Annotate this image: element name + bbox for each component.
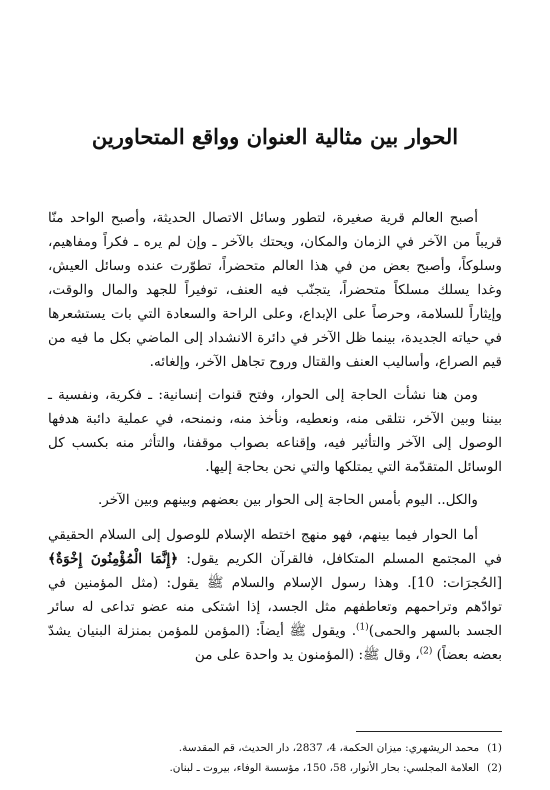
paragraph-3: والكل.. اليوم بأمس الحاجة إلى الحوار بين بعضهم وبينهم وبين الآخر.: [97, 492, 478, 508]
footnote-2: [48, 758, 502, 778]
paragraph-4-part-d: ، وقال ﷺ: (المؤمنون يد واحدة على من: [194, 647, 420, 663]
paragraph-2: ومن هنا نشأت الحاجة إلى الحوار، وفتح قنوات إنسانية: ـ فكرية، ونفسية ـ بيننا وبين الآخر، نتلقى منه، ونعطيه، ونأخذ منه، ونمنحه، في عملية دائبة هدفها الوصول إلى الآخر والتأثير فيه، وإقناعه بصواب موقفنا، والتأثر منه بكسب كل الوسائل المتقدّمة التي يمتلكها والتي نحن بحاجة إليها.: [48, 387, 502, 475]
quran-quote: ﴿إِنَّمَا الْمُؤْمِنُونَ إِخْوَةٌ﴾: [48, 551, 179, 567]
paragraph-4-part-b: [الحُجرَات: 10]. وهذا رسول الإسلام والسلام ﷺ يقول: (مثل المؤمنين في توادّهم وتراحمهم وتعاطفهم مثل الجسد، إذا اشتكى منه عضو تداعى له سائر الجسد بالسهر والحمى): [48, 575, 502, 639]
footnote-divider: [356, 731, 502, 732]
footnote-text: العلامة المجلسي: بحار الأنوار، 58، 150، مؤسسة الوفاء، بيروت ـ لبنان.: [169, 762, 480, 774]
footnote-text: محمد الريشهري: ميزان الحكمة، 4، 2837، دار الحديث، قم المقدسة.: [178, 742, 480, 754]
footnotes: [48, 738, 502, 778]
footnote-ref-1[interactable]: (1): [356, 622, 369, 633]
paragraph-4-part-a: أما الحوار فيما بينهم، فهو منهج اختطه الإسلام للوصول إلى السلام الحقيقي في المجتمع المسلم المتكافل، فالقرآن الكريم يقول:: [48, 527, 502, 567]
footnote-1: [48, 738, 502, 758]
footnote-number: (2): [487, 762, 502, 774]
footnote-ref-2[interactable]: (2): [419, 646, 433, 657]
paragraph-1: أصبح العالم قرية صغيرة، لتطور وسائل الاتصال الحديثة، وأصبح الواحد منّا قريباً من الآخر في الزمان والمكان، ويحتك بالآخر ـ وإن لم يره ـ فكراً ومفاهيم، وسلوكاً، وأصبح بعض من في هذا العالم متحضراً، تطوّرت عنده وسائل العيش، وغدا يسلك مسلكاً متحضراً، يتجنّب فيه العنف، توفيراً للجهد والمال والوقت، وإيثاراً للسلامة، وحرصاً على الإبداع، وعلى الراحة والسعادة التي بات يستشعرها في حياته الجديدة، بينما ظل الآخر في دائرة الانشداد إلى الماضي بكل ما فيه من قيم الصراع، وأساليب العنف والقتال وروح تجاهل الآخر، وإلغائه.: [48, 210, 502, 370]
footnote-number: (1): [487, 742, 502, 754]
paragraph-4: [48, 523, 502, 667]
chapter-title: الحوار بين مثالية العنوان وواقع المتحاورين: [91, 124, 459, 149]
paragraph-4-part-c: . ويقول ﷺ أيضاً: (المؤمن للمؤمن بمنزلة البنيان يشدّ بعضه بعضاً): [48, 623, 502, 663]
body-text: [48, 206, 502, 676]
